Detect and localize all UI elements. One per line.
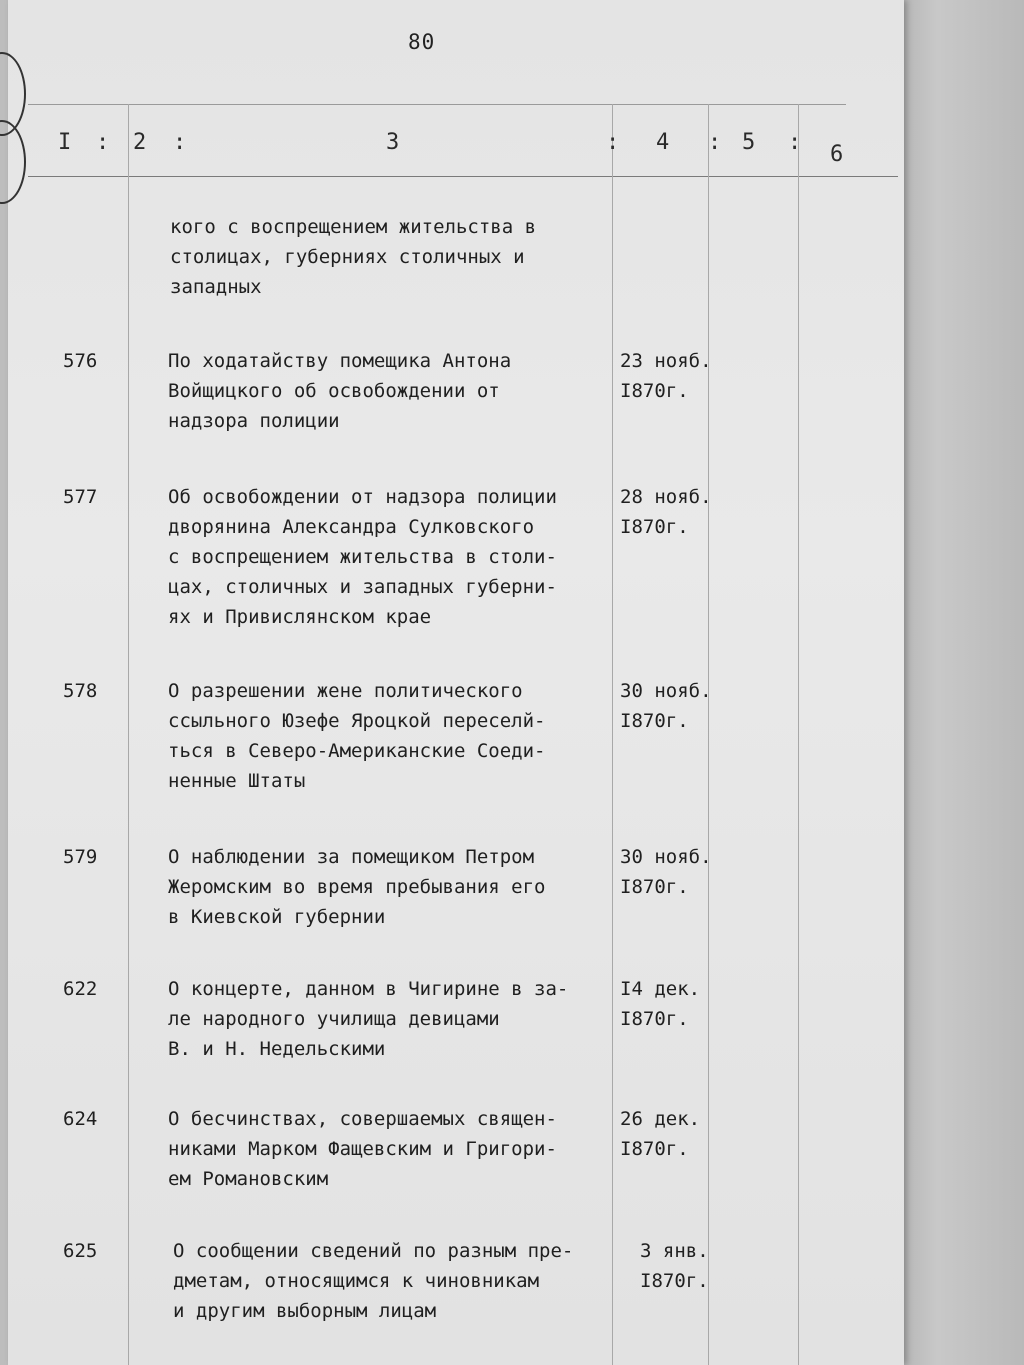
header-col-5: 5 [742, 130, 756, 155]
entry-year: I870г. [620, 380, 689, 402]
entry-text-line: дворянина Александра Сулковского [168, 516, 535, 538]
page-number: 80 [408, 30, 436, 54]
entry-text-line: кого с воспрещением жительства в [170, 216, 537, 238]
table-top-rule [28, 104, 846, 105]
entry-date: 30 нояб. [620, 846, 712, 868]
header-sep: : [606, 130, 620, 155]
entry-text-line: и другим выборным лицам [173, 1300, 437, 1322]
entry-year: I870г. [620, 710, 689, 732]
entry-text-line: с воспрещением жительства в столи- [168, 546, 557, 568]
column-divider [128, 104, 129, 1365]
entry-text-line: О концерте, данном в Чигирине в за- [168, 978, 569, 1000]
entry-year: I870г. [620, 876, 689, 898]
entry-number: 622 [63, 978, 98, 1000]
column-divider [798, 104, 799, 1365]
entry-date: 3 янв. [640, 1240, 709, 1262]
header-sep: : [173, 130, 187, 155]
entry-text-line: западных [170, 276, 262, 298]
entry-text-line: ссыльного Юзефе Яроцкой переселй- [168, 710, 546, 732]
entry-year: I870г. [620, 1008, 689, 1030]
entry-text-line: О разрешении жене политического [168, 680, 523, 702]
entry-text-line: в Киевской губернии [168, 906, 386, 928]
entry-number: 576 [63, 350, 98, 372]
entry-year: I870г. [620, 516, 689, 538]
entry-date: 26 дек. [620, 1108, 701, 1130]
header-sep: : [708, 130, 722, 155]
entry-number: 579 [63, 846, 98, 868]
entry-text-line: ненные Штаты [168, 770, 306, 792]
entry-date: 30 нояб. [620, 680, 712, 702]
header-col-4: 4 [656, 130, 670, 155]
entry-text-line: надзора полиции [168, 410, 340, 432]
entry-text-line: По ходатайству помещика Антона [168, 350, 512, 372]
entry-text-line: ться в Северо-Американские Соеди- [168, 740, 546, 762]
entry-text-line: Жеромским во время пребывания его [168, 876, 546, 898]
entry-number: 624 [63, 1108, 98, 1130]
entry-number: 577 [63, 486, 98, 508]
header-col-2: 2 [133, 130, 147, 155]
header-sep: : [96, 130, 110, 155]
entry-text-line: цах, столичных и западных губерни- [168, 576, 557, 598]
entry-text-line: ем Романовским [168, 1168, 329, 1190]
entry-year: I870г. [640, 1270, 709, 1292]
entry-text-line: никами Марком Фащевским и Григори- [168, 1138, 557, 1160]
entry-text-line: О сообщении сведений по разным пре- [173, 1240, 574, 1262]
entry-text-line: О бесчинствах, совершаемых священ- [168, 1108, 557, 1130]
header-col-1: I [58, 130, 72, 155]
entry-text-line: Об освобождении от надзора полиции [168, 486, 557, 508]
table-header-rule [28, 176, 898, 177]
header-col-6: 6 [830, 142, 844, 167]
entry-text-line: ле народного училища девицами [168, 1008, 500, 1030]
entry-number: 625 [63, 1240, 98, 1262]
entry-text-line: ях и Привислянском крае [168, 606, 432, 628]
binding-hole-icon [0, 120, 26, 204]
entry-date: I4 дек. [620, 978, 701, 1000]
header-sep: : [788, 130, 802, 155]
entry-date: 23 нояб. [620, 350, 712, 372]
entry-text-line: столицах, губерниях столичных и [170, 246, 525, 268]
entry-text-line: О наблюдении за помещиком Петром [168, 846, 535, 868]
entry-text-line: В. и Н. Недельскими [168, 1038, 386, 1060]
entry-text-line: дметам, относящимся к чиновникам [173, 1270, 540, 1292]
entry-date: 28 нояб. [620, 486, 712, 508]
entry-year: I870г. [620, 1138, 689, 1160]
entry-number: 578 [63, 680, 98, 702]
document-page [8, 0, 904, 1365]
header-col-3: 3 [386, 130, 400, 155]
entry-text-line: Войщицкого об освобождении от [168, 380, 500, 402]
background-surface [900, 0, 1024, 1365]
